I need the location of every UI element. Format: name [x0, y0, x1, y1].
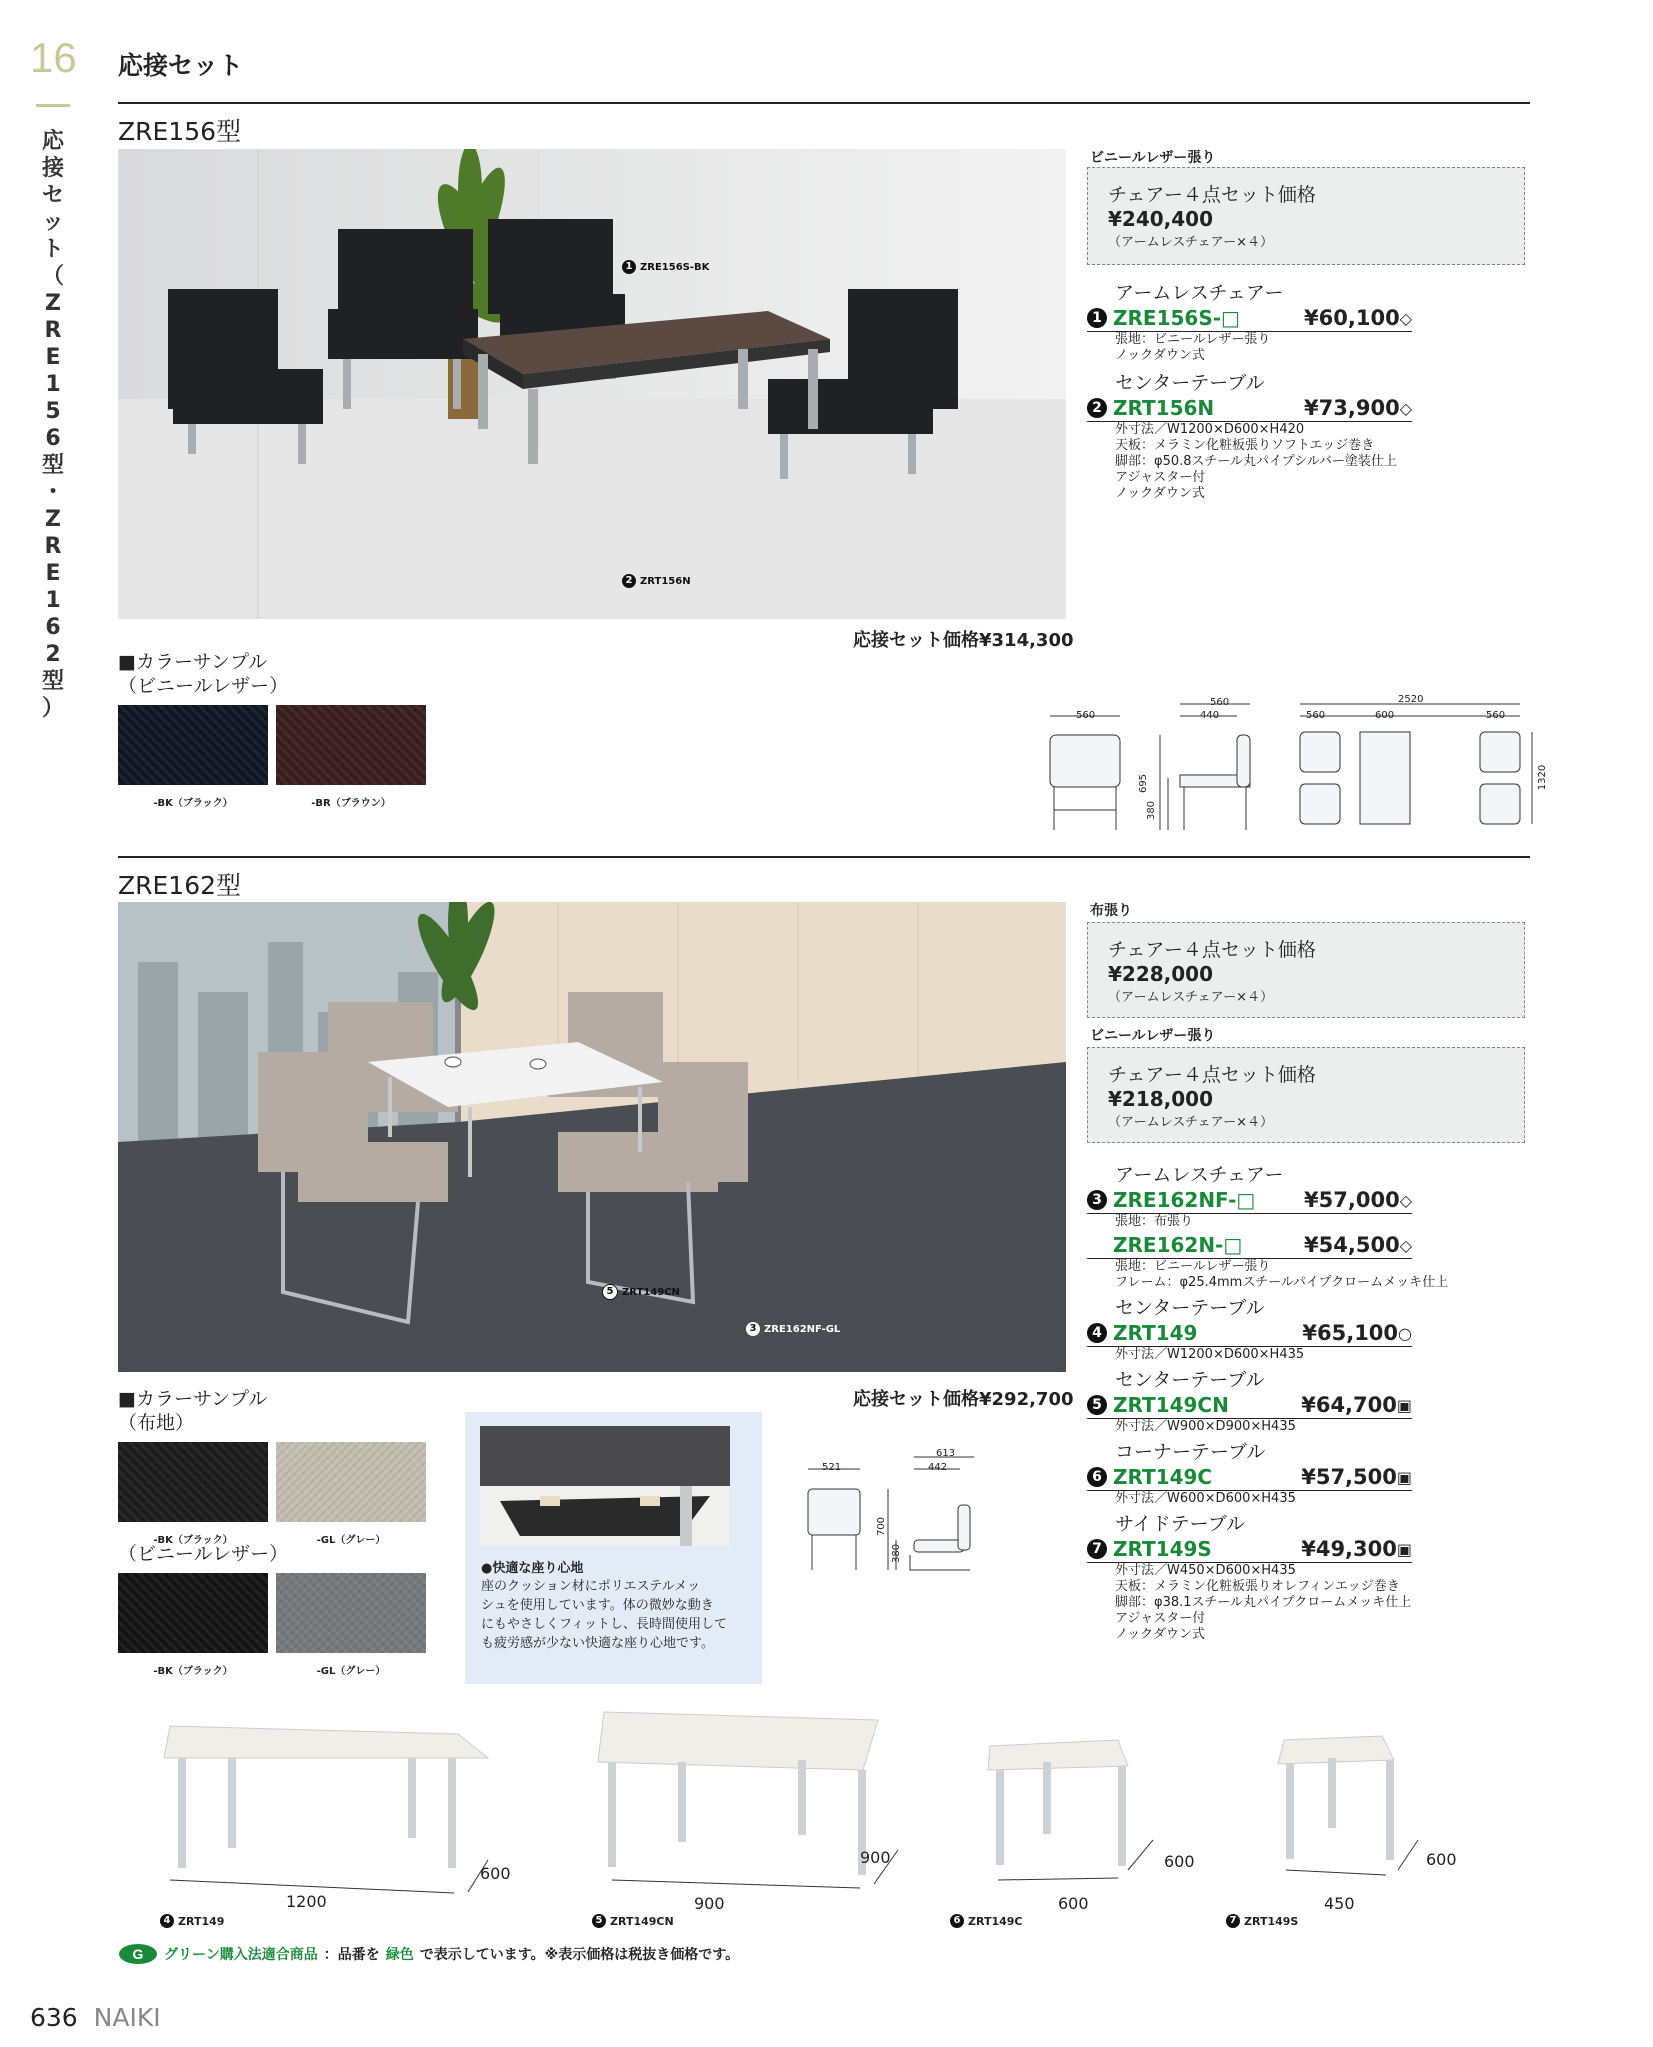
photo-callout-zre162nf [746, 1322, 840, 1336]
product-photo-zre162 [118, 902, 1066, 1372]
swatch-sample [118, 1573, 268, 1653]
product-photo-zre156 [118, 149, 1066, 619]
comfort-title: ●快適な座り心地 [481, 1561, 584, 1576]
vertical-label-char: ） [41, 696, 64, 721]
vertical-label-char: ッ [41, 210, 64, 235]
table-name: ZRT149C [968, 1914, 1023, 1928]
product-price: ¥57,500 [1301, 1465, 1397, 1489]
footer-page [30, 2003, 161, 2032]
callout-text: ZRE162NF-GL [764, 1323, 841, 1335]
comfort-line: シュを使用しています。体の微妙な動き [481, 1598, 714, 1613]
swatch-caption: -GL（グレー） [316, 1535, 386, 1546]
product-item [1087, 368, 1412, 502]
product-spec: ノックダウン式 [1115, 348, 1205, 363]
table-name: ZRT149CN [610, 1914, 674, 1928]
product-spec: 脚部：φ38.1スチール丸パイプクロームメッキ仕上 [1115, 1595, 1412, 1610]
vertical-label-char: R [44, 534, 62, 559]
product-mark: ◇ [1399, 308, 1412, 328]
page-number: 16 [30, 34, 77, 81]
table-width: 900 [694, 1894, 725, 1913]
swatch-caption: -BK（ブラック） [153, 1666, 233, 1677]
vertical-label-char: Z [45, 507, 61, 532]
callout-number: 5 [602, 1284, 618, 1300]
swatch-title-fabric [118, 1387, 267, 1435]
box-price: ¥228,000 [1108, 962, 1214, 986]
dimension-drawing-zre156 [1030, 690, 1550, 840]
product-spec: 張地：ビニールレザー張り [1115, 332, 1271, 347]
product-item [1087, 278, 1412, 364]
comfort-info-box [465, 1412, 762, 1684]
dim-chair-depth: 560 [1210, 697, 1230, 708]
table-label-zrt149cn [592, 1914, 674, 1928]
box-line1: チェアー４点セット価格 [1108, 939, 1316, 961]
material-label-vinyl: ビニールレザー張り [1090, 1028, 1216, 1044]
swatch-caption: -GL（グレー） [316, 1666, 386, 1677]
product-number: 5 [1087, 1395, 1107, 1415]
vertical-label-char: セ [41, 183, 64, 208]
product-row [1087, 305, 1412, 332]
product-spec: アジャスター付 [1115, 470, 1206, 485]
callout-number: 3 [746, 1322, 760, 1336]
vertical-label-char: 接 [41, 156, 64, 181]
product-spec: 脚部：φ50.8スチール丸パイプシルバー塗装仕上 [1115, 454, 1397, 469]
product-number: 3 [1087, 1190, 1107, 1210]
product-code: ZRT149CN [1113, 1393, 1229, 1417]
dim-a: 560 [1306, 710, 1326, 721]
product-code: ZRE162NF-□ [1113, 1188, 1256, 1212]
product-mark: ◇ [1399, 398, 1412, 418]
table-depth: 600 [480, 1864, 511, 1883]
product-row [1087, 1392, 1412, 1419]
vertical-label-char: 6 [45, 615, 61, 640]
category-title: 応接セット [118, 51, 244, 80]
vertical-label-char: E [45, 345, 61, 370]
product-spec: 天板：メラミン化粧板張りソフトエッジ巻き [1115, 438, 1375, 453]
callout-text: ZRT149CN [622, 1286, 680, 1298]
product-spec: 外寸法／W450×D600×H435 [1115, 1563, 1296, 1578]
color-swatch [118, 705, 268, 809]
dim-seat-height: 380 [1146, 800, 1158, 821]
green-lead: グリーン購入法適合商品 [164, 1947, 318, 1963]
vertical-label-char: R [44, 318, 62, 343]
table-width: 600 [1058, 1894, 1089, 1913]
product-category: アームレスチェアー [1115, 1164, 1284, 1186]
product-code: ZRT156N [1113, 396, 1215, 420]
footer-page-number: 636 [30, 2003, 78, 2032]
product-code: ZRT149S [1113, 1537, 1212, 1561]
vertical-label-char: 6 [45, 426, 61, 451]
dim-width: 521 [822, 1462, 842, 1473]
table-label-zrt149 [160, 1914, 224, 1928]
vertical-label-char: ト [41, 237, 64, 262]
svg-text:G: G [132, 1946, 144, 1962]
callout-number: 1 [622, 260, 636, 274]
product-category: コーナーテーブル [1115, 1441, 1266, 1463]
product-number: 2 [1087, 398, 1107, 418]
product-row [1087, 1187, 1412, 1214]
color-swatch [276, 1442, 426, 1546]
footer-green-word: 緑色 [385, 1947, 414, 1963]
product-list-zre156 [1087, 278, 1412, 506]
product-number: 6 [1087, 1467, 1107, 1487]
product-price: ¥54,500 [1304, 1233, 1400, 1257]
vertical-section-label [36, 128, 70, 722]
product-spec: 天板：メラミン化粧板張りオレフィンエッジ巻き [1115, 1579, 1400, 1594]
product-code: ZRT149 [1113, 1321, 1198, 1345]
table-name: ZRT149 [178, 1914, 225, 1928]
product-item [1087, 1232, 1448, 1291]
product-price: ¥73,900 [1304, 396, 1400, 420]
product-category: センターテーブル [1115, 372, 1265, 394]
product-row [1087, 395, 1412, 422]
table-name: ZRT149S [1244, 1914, 1299, 1928]
table-depth: 900 [860, 1848, 891, 1867]
product-price: ¥64,700 [1301, 1393, 1397, 1417]
table-number: 7 [1226, 1914, 1240, 1928]
product-spec: 張地：布張り [1115, 1214, 1194, 1229]
vertical-label-char: ・ [41, 480, 64, 505]
table-number: 5 [592, 1914, 606, 1928]
vertical-label-char: 1 [45, 372, 61, 397]
section-title-zre162: ZRE162型 [118, 871, 242, 900]
product-spec: ノックダウン式 [1115, 486, 1205, 501]
page-number-rule [36, 104, 70, 107]
comfort-body [481, 1577, 727, 1653]
product-code: ZRE156S-□ [1113, 306, 1240, 330]
vertical-label-char: 応 [41, 129, 64, 154]
footer-text-b: で表示しています。※表示価格は税抜き価格です。 [419, 1947, 740, 1963]
product-row [1087, 1320, 1412, 1347]
set-price-zre162: 応接セット価格¥292,700 [853, 1389, 1074, 1410]
product-spec: 外寸法／W1200×D600×H435 [1115, 1347, 1305, 1362]
product-row [1087, 1232, 1412, 1259]
product-row [1087, 1464, 1412, 1491]
product-mark: ○ [1398, 1323, 1412, 1343]
section-rule [118, 856, 1530, 858]
swatch-title-line: （ビニールレザー） [118, 675, 289, 697]
dim-seat-height: 380 [891, 1543, 903, 1564]
dim-seat-depth: 442 [928, 1462, 948, 1473]
dim-depth: 613 [936, 1448, 956, 1459]
product-spec: 張地：ビニールレザー張り [1115, 1259, 1271, 1274]
product-mark: ▣ [1396, 1395, 1412, 1415]
photo-callout-zrt149cn [602, 1284, 680, 1300]
product-spec: フレーム：φ25.4mmスチールパイプクロームメッキ仕上 [1115, 1275, 1449, 1290]
product-price: ¥57,000 [1304, 1188, 1400, 1212]
box-note: （アームレスチェアー×４） [1108, 235, 1274, 250]
section-title-zre156: ZRE156型 [118, 117, 242, 146]
product-item [1087, 1509, 1448, 1643]
swatch-caption: -BR（ブラウン） [311, 798, 391, 809]
dim-c: 560 [1486, 710, 1506, 721]
footer-brand: NAIKI [93, 2003, 161, 2032]
swatch-title [118, 650, 288, 698]
box-line1: チェアー４点セット価格 [1108, 184, 1316, 206]
product-list-zre162 [1087, 1160, 1448, 1645]
dim-b: 600 [1375, 710, 1395, 721]
product-mark: ◇ [1399, 1235, 1412, 1255]
swatch-sample [276, 1442, 426, 1522]
vertical-label-char: 1 [45, 588, 61, 613]
box-note: （アームレスチェアー×４） [1108, 1115, 1274, 1130]
product-number: 4 [1087, 1323, 1107, 1343]
callout-text: ZRT156N [640, 575, 691, 587]
photo-callout-zre156s [622, 260, 709, 274]
dim-total-depth: 1320 [1537, 764, 1549, 791]
table-lineup [118, 1700, 1538, 1940]
product-category: アームレスチェアー [1115, 282, 1284, 304]
product-code: ZRE162N-□ [1113, 1233, 1243, 1257]
product-category: センターテーブル [1115, 1297, 1265, 1319]
swatch-row [118, 705, 426, 809]
set-price-box-fabric [1087, 922, 1525, 1018]
swatch-sample [276, 1573, 426, 1653]
product-number: 7 [1087, 1539, 1107, 1559]
product-spec: 外寸法／W900×D900×H435 [1115, 1419, 1296, 1434]
vertical-label-char: 型 [41, 669, 64, 694]
color-swatch [118, 1442, 268, 1546]
color-swatch [276, 705, 426, 809]
product-category: センターテーブル [1115, 1369, 1265, 1391]
product-price: ¥49,300 [1301, 1537, 1397, 1561]
dim-height: 695 [1138, 773, 1150, 794]
comfort-line: にもやさしくフィットし、長時間使用して [481, 1617, 727, 1632]
product-number: 1 [1087, 308, 1107, 328]
green-mark-icon [118, 1943, 158, 1965]
product-spec: 外寸法／W1200×D600×H420 [1115, 422, 1305, 437]
green-purchase-note [118, 1943, 739, 1965]
color-swatch [118, 1573, 268, 1677]
swatch-row-fabric [118, 1442, 426, 1546]
footer-text-a: ：品番を [323, 1947, 380, 1963]
vertical-label-char: 5 [45, 399, 61, 424]
product-row [1087, 1536, 1412, 1563]
product-spec: アジャスター付 [1115, 1611, 1206, 1626]
product-mark: ▣ [1396, 1539, 1412, 1559]
swatch-sample [276, 705, 426, 785]
table-depth: 600 [1164, 1852, 1195, 1871]
swatch-title-line: ■カラーサンプル [118, 651, 268, 673]
dimension-drawing-zre162 [790, 1445, 990, 1585]
set-price-box-vinyl [1087, 1047, 1525, 1143]
set-price-zre156: 応接セット価格¥314,300 [853, 630, 1074, 651]
box-price: ¥240,400 [1108, 207, 1214, 231]
set-price-box [1087, 167, 1525, 265]
box-price: ¥218,000 [1108, 1087, 1214, 1111]
product-spec: 外寸法／W600×D600×H435 [1115, 1491, 1296, 1506]
dim-height: 700 [876, 1516, 888, 1537]
product-price: ¥60,100 [1304, 306, 1400, 330]
swatch-title-vinyl: （ビニールレザー） [118, 1543, 289, 1565]
vertical-label-char: E [45, 561, 61, 586]
table-label-zrt149c [950, 1914, 1023, 1928]
swatch-caption: -BK（ブラック） [153, 798, 233, 809]
vertical-label-char: 2 [45, 642, 61, 667]
product-item [1087, 1293, 1448, 1363]
product-item [1087, 1365, 1448, 1435]
swatch-row-vinyl [118, 1573, 426, 1677]
vertical-label-char: Z [45, 291, 61, 316]
callout-text: ZRE156S-BK [640, 261, 710, 273]
product-item [1087, 1437, 1448, 1507]
callout-number: 2 [622, 574, 636, 588]
product-mark: ▣ [1396, 1467, 1412, 1487]
product-spec: ノックダウン式 [1115, 1627, 1205, 1642]
swatch-sample [118, 705, 268, 785]
product-category: サイドテーブル [1115, 1513, 1245, 1535]
photo-callout-zrt156n [622, 574, 691, 588]
table-width: 1200 [286, 1892, 327, 1911]
vertical-label-char: （ [41, 264, 64, 289]
box-line1: チェアー４点セット価格 [1108, 1064, 1316, 1086]
swatch-title-line: ■カラーサンプル [118, 1388, 268, 1410]
table-number: 4 [160, 1914, 174, 1928]
material-label: ビニールレザー張り [1090, 150, 1216, 166]
swatch-caption: -BK（ブラック） [153, 1535, 233, 1546]
color-swatch [276, 1573, 426, 1677]
cushion-photo [480, 1426, 730, 1546]
header-rule [118, 102, 1530, 104]
comfort-line: も疲労感が少ない快適な座り心地です。 [481, 1636, 714, 1651]
product-mark: ◇ [1399, 1190, 1412, 1210]
table-number: 6 [950, 1914, 964, 1928]
material-label-fabric: 布張り [1090, 903, 1132, 919]
table-label-zrt149s [1226, 1914, 1298, 1928]
swatch-title-line: （布地） [118, 1412, 195, 1434]
table-depth: 600 [1426, 1850, 1457, 1869]
swatch-sample [118, 1442, 268, 1522]
comfort-line: 座のクッション材にポリエステルメッ [481, 1579, 701, 1594]
dim-total-width: 2520 [1398, 694, 1424, 705]
dim-seat-depth: 440 [1200, 710, 1220, 721]
box-note: （アームレスチェアー×４） [1108, 990, 1274, 1005]
product-code: ZRT149C [1113, 1465, 1213, 1489]
dim-chair-width: 560 [1076, 710, 1096, 721]
vertical-label-char: 型 [41, 453, 64, 478]
product-item [1087, 1160, 1448, 1230]
product-price: ¥65,100 [1302, 1321, 1399, 1345]
table-width: 450 [1324, 1894, 1355, 1913]
